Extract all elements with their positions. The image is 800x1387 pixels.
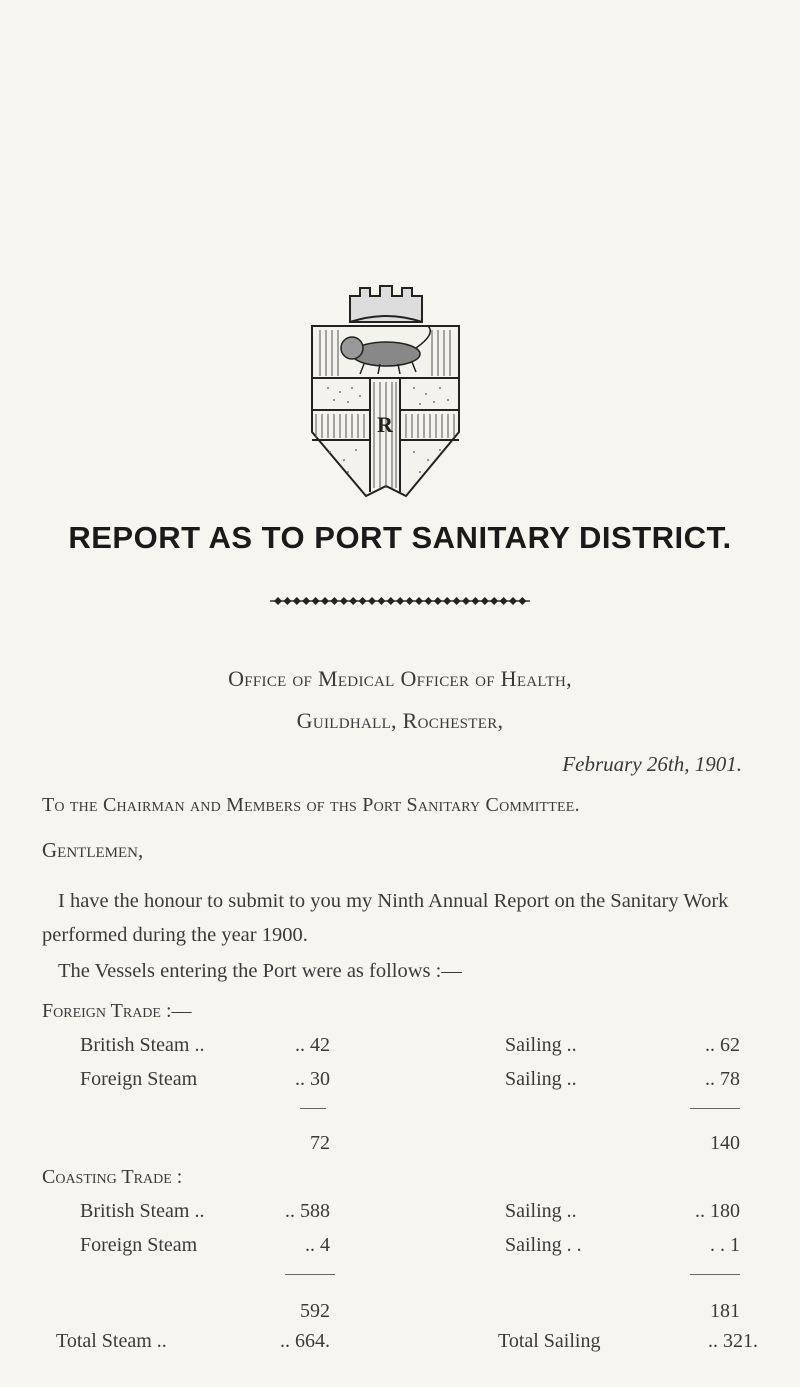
sailing-count: .. 78	[705, 1068, 740, 1090]
subtotal-row	[0, 1132, 800, 1162]
ornament-diamond	[424, 597, 432, 605]
table-row	[0, 1068, 800, 1098]
office-line: Office of Medical Officer of Health,	[228, 666, 572, 691]
table-row	[0, 1234, 800, 1264]
sailing-count: .. 62	[705, 1034, 740, 1056]
sailing-count: .. 180	[695, 1200, 740, 1222]
steam-count: .. 4	[305, 1234, 330, 1256]
subtotal-rule	[690, 1274, 740, 1275]
ornament-diamond	[406, 597, 414, 605]
ornament-diamond	[453, 597, 461, 605]
table-row	[0, 1034, 800, 1064]
ornament-diamond	[434, 597, 442, 605]
steam-subtotal: 72	[310, 1132, 330, 1154]
ornament-diamond	[330, 597, 338, 605]
subtotal-rule	[690, 1108, 740, 1109]
ornament-diamond	[321, 597, 329, 605]
vessel-label: Foreign Steam	[80, 1234, 198, 1256]
ornament-diamond	[481, 597, 489, 605]
ornament-diamond	[396, 597, 404, 605]
vessel-label: British Steam ..	[80, 1200, 205, 1222]
steam-count: .. 42	[295, 1034, 330, 1056]
ornament-diamond	[359, 597, 367, 605]
ornament-diamond	[500, 597, 508, 605]
ornament-diamond	[368, 597, 376, 605]
total-steam-value: .. 664.	[280, 1330, 330, 1352]
table-row	[0, 1200, 800, 1230]
subtotal-rule	[285, 1274, 335, 1275]
report-date: February 26th, 1901.	[562, 752, 742, 776]
report-title: REPORT AS TO PORT SANITARY DISTRICT.	[68, 520, 732, 555]
sailing-subtotal: 181	[710, 1300, 740, 1322]
ornament-diamond	[377, 597, 385, 605]
subtotal-row	[0, 1300, 800, 1330]
ornament-diamond	[518, 597, 526, 605]
coasting-trade-heading: Coasting Trade :	[42, 1166, 183, 1188]
ornament-diamond	[312, 597, 320, 605]
ornament-diamond	[443, 597, 451, 605]
vessel-label: Foreign Steam	[80, 1068, 198, 1090]
sailing-label: Sailing ..	[505, 1068, 577, 1090]
ornament-diamond	[340, 597, 348, 605]
ornament-diamond	[471, 597, 479, 605]
ornament-diamond	[415, 597, 423, 605]
vessels-intro: The Vessels entering the Port were as follows :—	[58, 960, 462, 982]
ornament-diamond	[302, 597, 310, 605]
totals-row	[0, 1330, 800, 1360]
crest-emblem	[308, 282, 463, 502]
total-sailing-label: Total Sailing	[498, 1330, 601, 1352]
intro-paragraph: I have the honour to submit to you my Ninth Annual Report on the Sanitary Work performed during the year 1900.	[42, 890, 729, 946]
ornament-diamond	[462, 597, 470, 605]
total-sailing-value: .. 321.	[708, 1330, 758, 1352]
subtotal-rule	[300, 1108, 326, 1109]
vessel-label: British Steam ..	[80, 1034, 205, 1056]
sailing-subtotal: 140	[710, 1132, 740, 1154]
greeting: Gentlemen,	[42, 838, 144, 862]
svg-text:R: R	[377, 412, 393, 437]
addressee-line: To the Chairman and Members of ths Port Sanitary Committee.	[42, 794, 580, 816]
ornament-diamond	[490, 597, 498, 605]
ornament-diamond	[509, 597, 517, 605]
ornament-diamond	[283, 597, 291, 605]
ornament-diamond	[274, 597, 282, 605]
ornament-diamond	[387, 597, 395, 605]
address-line: Guildhall, Rochester,	[296, 708, 504, 733]
foreign-trade-heading: Foreign Trade :—	[42, 1000, 192, 1022]
sailing-label: Sailing ..	[505, 1200, 577, 1222]
steam-count: .. 588	[285, 1200, 330, 1222]
ornament-diamond	[293, 597, 301, 605]
sailing-count: . . 1	[710, 1234, 740, 1256]
sailing-label: Sailing . .	[505, 1234, 582, 1256]
steam-subtotal: 592	[300, 1300, 330, 1322]
ornament-diamond	[349, 597, 357, 605]
decorative-rule	[270, 596, 530, 606]
sailing-label: Sailing ..	[505, 1034, 577, 1056]
total-steam-label: Total Steam ..	[56, 1330, 167, 1352]
steam-count: .. 30	[295, 1068, 330, 1090]
